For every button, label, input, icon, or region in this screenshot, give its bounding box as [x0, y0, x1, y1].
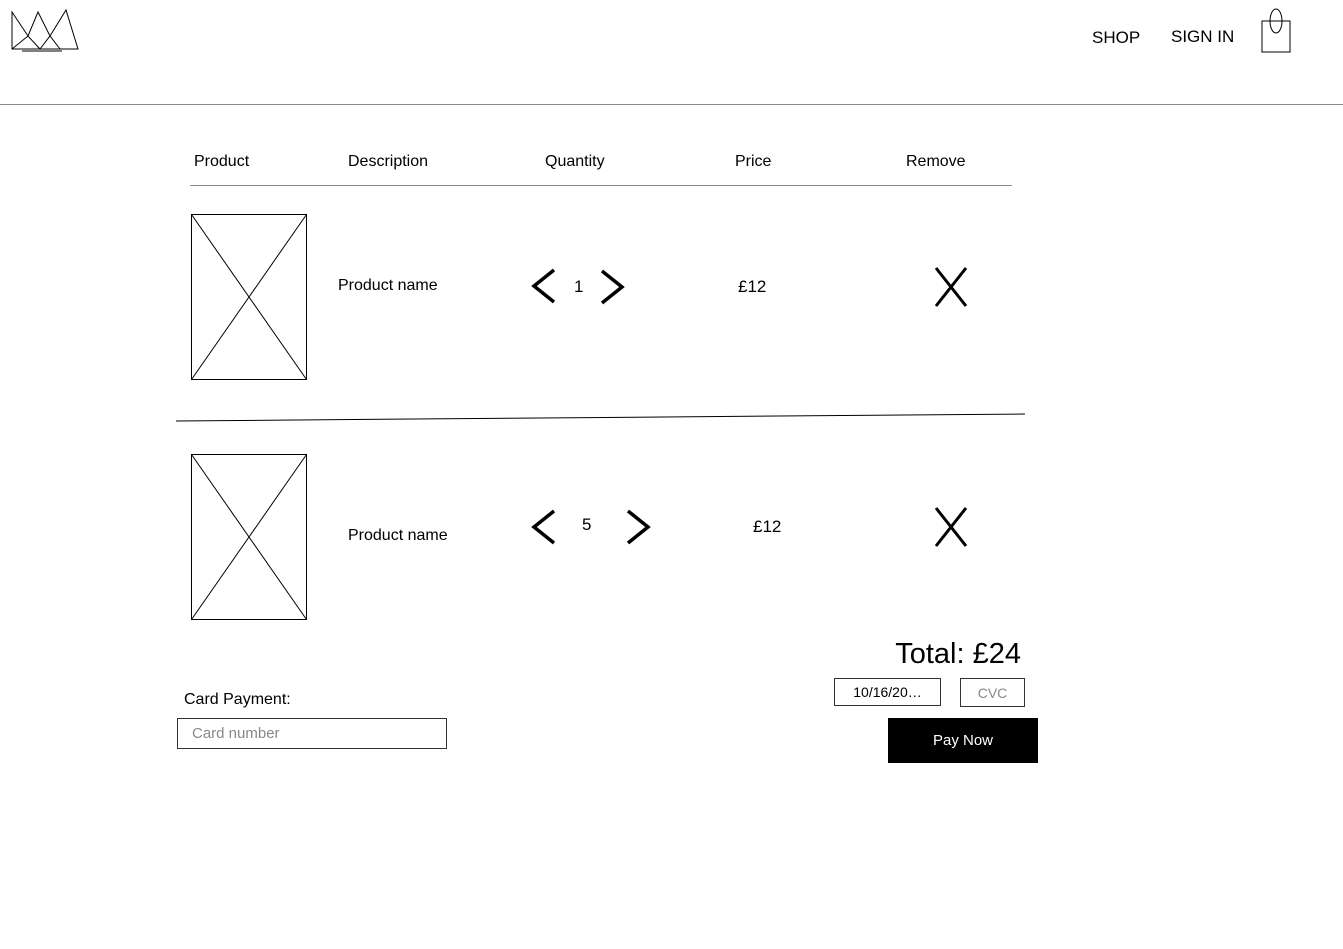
shopping-bag-icon[interactable] [1260, 6, 1292, 54]
nav-shop-link[interactable]: SHOP [1092, 28, 1141, 47]
column-header-description: Description [348, 153, 429, 170]
cvc-input[interactable] [960, 678, 1025, 707]
column-header-price: Price [735, 153, 772, 170]
image-placeholder-icon [191, 214, 307, 380]
table-header-divider [190, 185, 1012, 186]
chevron-right-icon[interactable] [598, 267, 628, 307]
close-icon[interactable] [934, 506, 968, 548]
column-header-quantity: Quantity [545, 153, 605, 170]
column-header-product: Product [194, 153, 250, 170]
row-divider [176, 410, 1026, 424]
image-placeholder-icon [191, 454, 307, 620]
crown-logo-icon[interactable] [10, 6, 82, 54]
card-number-input[interactable] [177, 718, 447, 749]
pay-now-button[interactable]: Pay Now [888, 718, 1038, 763]
column-header-remove: Remove [906, 153, 966, 170]
order-total: Total: £24 [895, 638, 1021, 670]
product-name: Product name [338, 277, 438, 294]
product-name: Product name [348, 527, 448, 544]
header-divider [0, 104, 1343, 105]
chevron-left-icon[interactable] [528, 507, 558, 547]
quantity-value: 5 [582, 515, 592, 534]
card-payment-label: Card Payment: [184, 691, 291, 708]
chevron-left-icon[interactable] [528, 266, 558, 306]
expiry-date-input[interactable] [834, 678, 941, 706]
product-price: £12 [753, 517, 782, 536]
chevron-right-icon[interactable] [624, 507, 654, 547]
quantity-value: 1 [574, 277, 584, 296]
nav-sign-in-link[interactable]: SIGN IN [1171, 27, 1235, 46]
product-price: £12 [738, 277, 767, 296]
close-icon[interactable] [934, 266, 968, 308]
